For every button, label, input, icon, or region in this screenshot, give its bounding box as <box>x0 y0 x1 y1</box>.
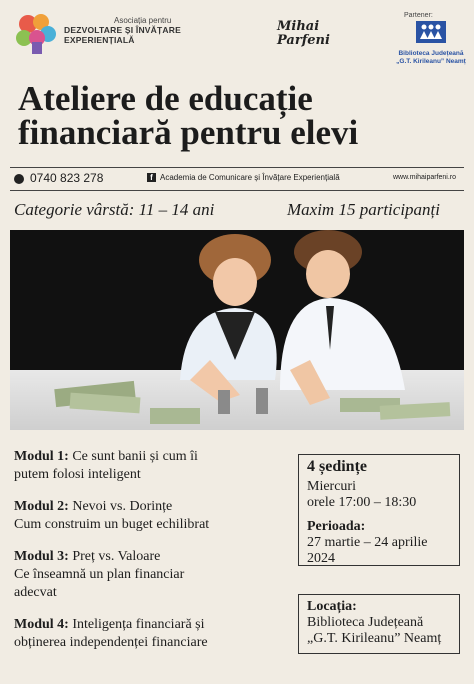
photo-illustration <box>10 230 464 430</box>
mihai-logo-line2: Parfeni <box>277 33 330 48</box>
partner-label: Partener: <box>404 12 433 19</box>
title-line2: financiară pentru elevi <box>18 113 359 152</box>
phone-number: 0740 823 278 <box>30 171 104 185</box>
sessions-count: 4 ședințe <box>307 458 367 475</box>
partner-name-line1: Biblioteca Județeană <box>398 50 464 57</box>
association-small-text: Asociația pentru <box>114 16 172 25</box>
mihai-parfeni-logo <box>277 20 347 48</box>
period-dates: 27 martie – 24 aprilie 2024 <box>307 535 428 566</box>
facebook-icon: f <box>147 173 156 182</box>
age-category: Categorie vârstă: 11 – 14 ani <box>14 200 215 219</box>
module-text: obținerea independenței financiare <box>14 635 208 650</box>
location-line1: Biblioteca Județeană <box>307 615 424 630</box>
module-label: Modul 4: <box>14 617 69 632</box>
module-text: Ce înseamnă un plan financiar <box>14 567 185 582</box>
facebook-name: Academia de Comunicare și Învățare Experiențială <box>160 173 340 182</box>
title-line1: Ateliere de educație <box>18 79 313 118</box>
page-title <box>18 79 458 152</box>
module-text: Preț vs. Valoare <box>72 549 161 564</box>
location-label: Locația: <box>307 599 357 614</box>
max-participants: Maxim 15 participanți <box>287 200 440 219</box>
library-logo-icon <box>416 21 446 43</box>
phone-contact <box>14 171 103 185</box>
website-link: www.mihaiparfeni.ro <box>393 174 457 181</box>
module-item <box>14 616 284 652</box>
location-line2: „G.T. Kirileanu” Neamț <box>307 631 442 646</box>
module-item <box>14 448 284 484</box>
partner-name-line2: „G.T. Kirileanu” Neamț <box>396 58 466 65</box>
module-label: Modul 3: <box>14 549 69 564</box>
brain-logo-icon <box>12 10 58 56</box>
module-item <box>14 498 284 534</box>
facebook-contact <box>147 173 340 182</box>
module-item <box>14 548 284 602</box>
sessions-hours: orele 17:00 – 18:30 <box>307 495 417 510</box>
association-name <box>64 16 254 45</box>
module-text: Inteligența financiară și <box>72 617 205 632</box>
mihai-logo-line1: Mihai <box>277 19 320 34</box>
children-coins-photo <box>10 230 464 430</box>
module-text: Nevoi vs. Dorințe <box>72 499 173 514</box>
phone-icon <box>14 174 24 184</box>
sessions-box <box>298 454 460 566</box>
module-label: Modul 1: <box>14 449 69 464</box>
association-big-text: DEZVOLTARE ȘI ÎNVĂȚARE EXPERIENȚIALĂ <box>64 25 181 45</box>
module-text: Ce sunt banii și cum îi <box>72 449 198 464</box>
module-label: Modul 2: <box>14 499 69 514</box>
module-text: adecvat <box>14 585 57 600</box>
partner-logo <box>392 12 470 66</box>
period-label: Perioada: <box>307 519 366 534</box>
sessions-day: Miercuri <box>307 479 356 494</box>
modules-list <box>14 448 284 666</box>
location-box <box>298 594 460 654</box>
module-text: putem folosi inteligent <box>14 467 141 482</box>
header <box>0 0 474 78</box>
module-text: Cum construim un buget echilibrat <box>14 517 210 532</box>
contact-bar <box>10 167 464 191</box>
